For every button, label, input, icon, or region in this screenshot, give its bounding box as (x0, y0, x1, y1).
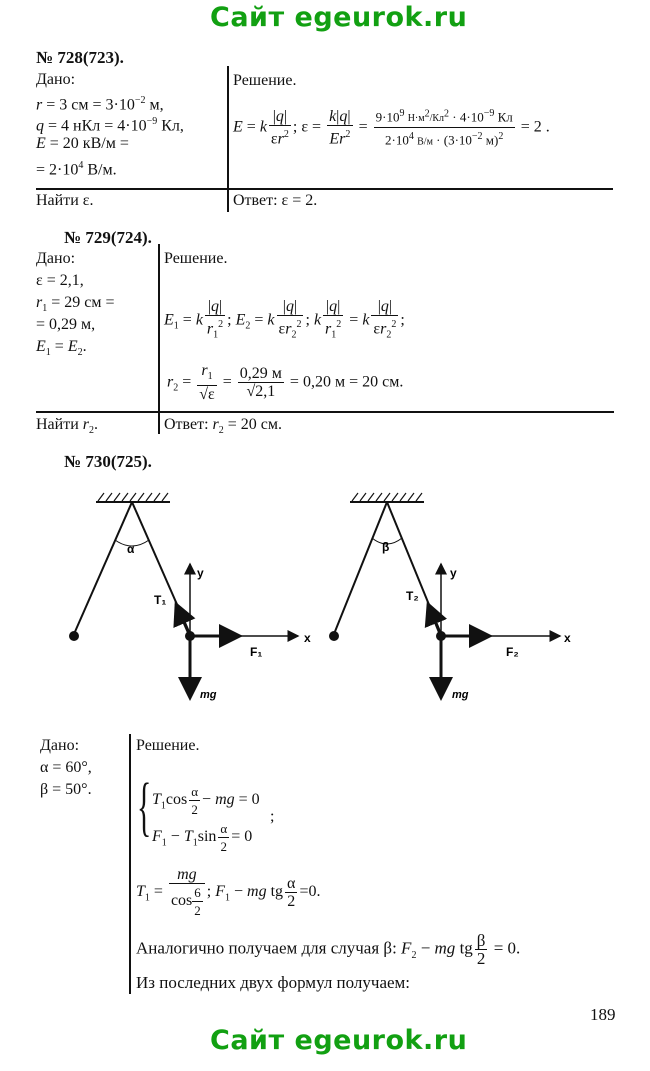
p729-formula1: $E_1 = k$ $\frac{|q|}{r_1^2}$ ; $E_2 = k$ $\frac{|q|}{\varepsilon r_2^2}$ ; k $\frac{|q|}{r_1^2}$ = k $\frac{|q|}{\varepsilon r_2^2}$ ; (164, 298, 405, 341)
p728-divider (227, 66, 229, 212)
angle-alpha-label: α (127, 542, 135, 556)
p729-given-r1b: = 0,29 м, (36, 316, 96, 333)
footer-site-banner: Сайт egeurok.ru (210, 1025, 468, 1056)
x-axis-label-1: x (304, 631, 311, 645)
p730-system-eq2: $F_1 - T_1\sin$ $\frac{\alpha}{2}$ = 0 (152, 821, 253, 854)
y-axis-label-1: y (197, 566, 204, 580)
p728-find-line (36, 188, 613, 190)
p730-divider (129, 734, 131, 994)
system-brace: { (137, 770, 152, 843)
gravity-label-1: mg (200, 689, 217, 701)
p730-system-semicolon: ; (270, 808, 275, 825)
p730-given-beta: β = 50°. (40, 781, 92, 798)
problem-729-number: № 729(724). (64, 228, 152, 247)
p730-solution-label: Решение. (136, 737, 200, 754)
problem-728-number: № 728(723). (36, 48, 124, 67)
page-number: 189 (590, 1005, 616, 1024)
p729-given-e: $E_1 = E_2$. (36, 338, 87, 359)
force-label-2: F₂ (506, 645, 519, 659)
p728-answer: Ответ: ε = 2. (233, 192, 318, 209)
p729-divider (158, 244, 160, 434)
p730-text1: Аналогично получаем для случая β: $F_2$ − mg tg $\frac{\beta}{2}$ = 0. (136, 931, 521, 968)
p729-given-r1: $r_1 = 29$ см = (36, 294, 115, 315)
p729-given-eps: ε = 2,1, (36, 272, 84, 289)
force-label-1: F₁ (250, 645, 263, 659)
gravity-label-2: mg (452, 689, 469, 701)
p730-given-alpha: α = 60°, (40, 759, 92, 776)
p728-given-e: E = 20 кВ/м = (36, 135, 129, 152)
p729-answer: Ответ: $r_2 = 20$ см. (164, 416, 283, 437)
p730-result1: $T_1$ = mg cos $\frac{6}{2}$ ; $F_1$ − mg tg $\frac{\alpha}{2}$ =0. (136, 866, 321, 918)
p728-given-q: q = 4 нКл = $4\cdot 10^{-9}$ Кл, (36, 116, 184, 135)
p728-given-r: r = 3 см = $3\cdot 10^{-2}$ м, (36, 95, 164, 114)
p729-find-line (36, 411, 614, 413)
p729-formula2: $r_2$ = $\frac{r_1}{√\varepsilon}$ = $\frac{0,29 м}{√2,1}$ = 0,20 м = 20 см. (167, 362, 404, 404)
pendulum-diagram-2 (329, 493, 571, 701)
p729-given-label: Дано: (36, 250, 76, 267)
tension-label-2: T₂ (406, 589, 419, 603)
p729-find: Найти $r_2$. (36, 416, 99, 437)
p730-system-eq1: $T_1\cos$ $\frac{\alpha}{2}$ − mg = 0 (152, 784, 260, 817)
p730-text2: Из последних двух формул получаем: (136, 973, 411, 992)
problem-730-number: № 730(725). (64, 452, 152, 471)
p728-find: Найти ε. (36, 192, 94, 209)
p728-solution-label: Решение. (233, 72, 297, 89)
angle-beta-label: β (382, 540, 390, 554)
header-site-banner: Сайт egeurok.ru (210, 2, 468, 33)
x-axis-label-2: x (564, 631, 571, 645)
y-axis-label-2: y (450, 566, 457, 580)
pendulum-diagram-1 (69, 493, 311, 701)
tension-label-1: T₁ (154, 593, 167, 607)
p728-given-label: Дано: (36, 71, 76, 88)
p730-given-label: Дано: (40, 737, 80, 754)
p729-solution-label: Решение. (164, 250, 228, 267)
p728-given-e2: = $2\cdot 10^4$ В/м. (36, 160, 117, 179)
pendulum-diagrams (0, 480, 650, 710)
p728-formula: E = k $\frac{|q|}{\varepsilon r^2}$ ; ε = $\frac{k|q|}{Er^2}$ = $\frac{9\cdot 10^9 Н\cdot м^2/Кл^2 \cdot 4\cdot 10^{-9} Кл}{2\cdot 10^4 В/м \cdot (3\cdot 10^{-2} м)^2}$ = 2 . (233, 105, 550, 151)
